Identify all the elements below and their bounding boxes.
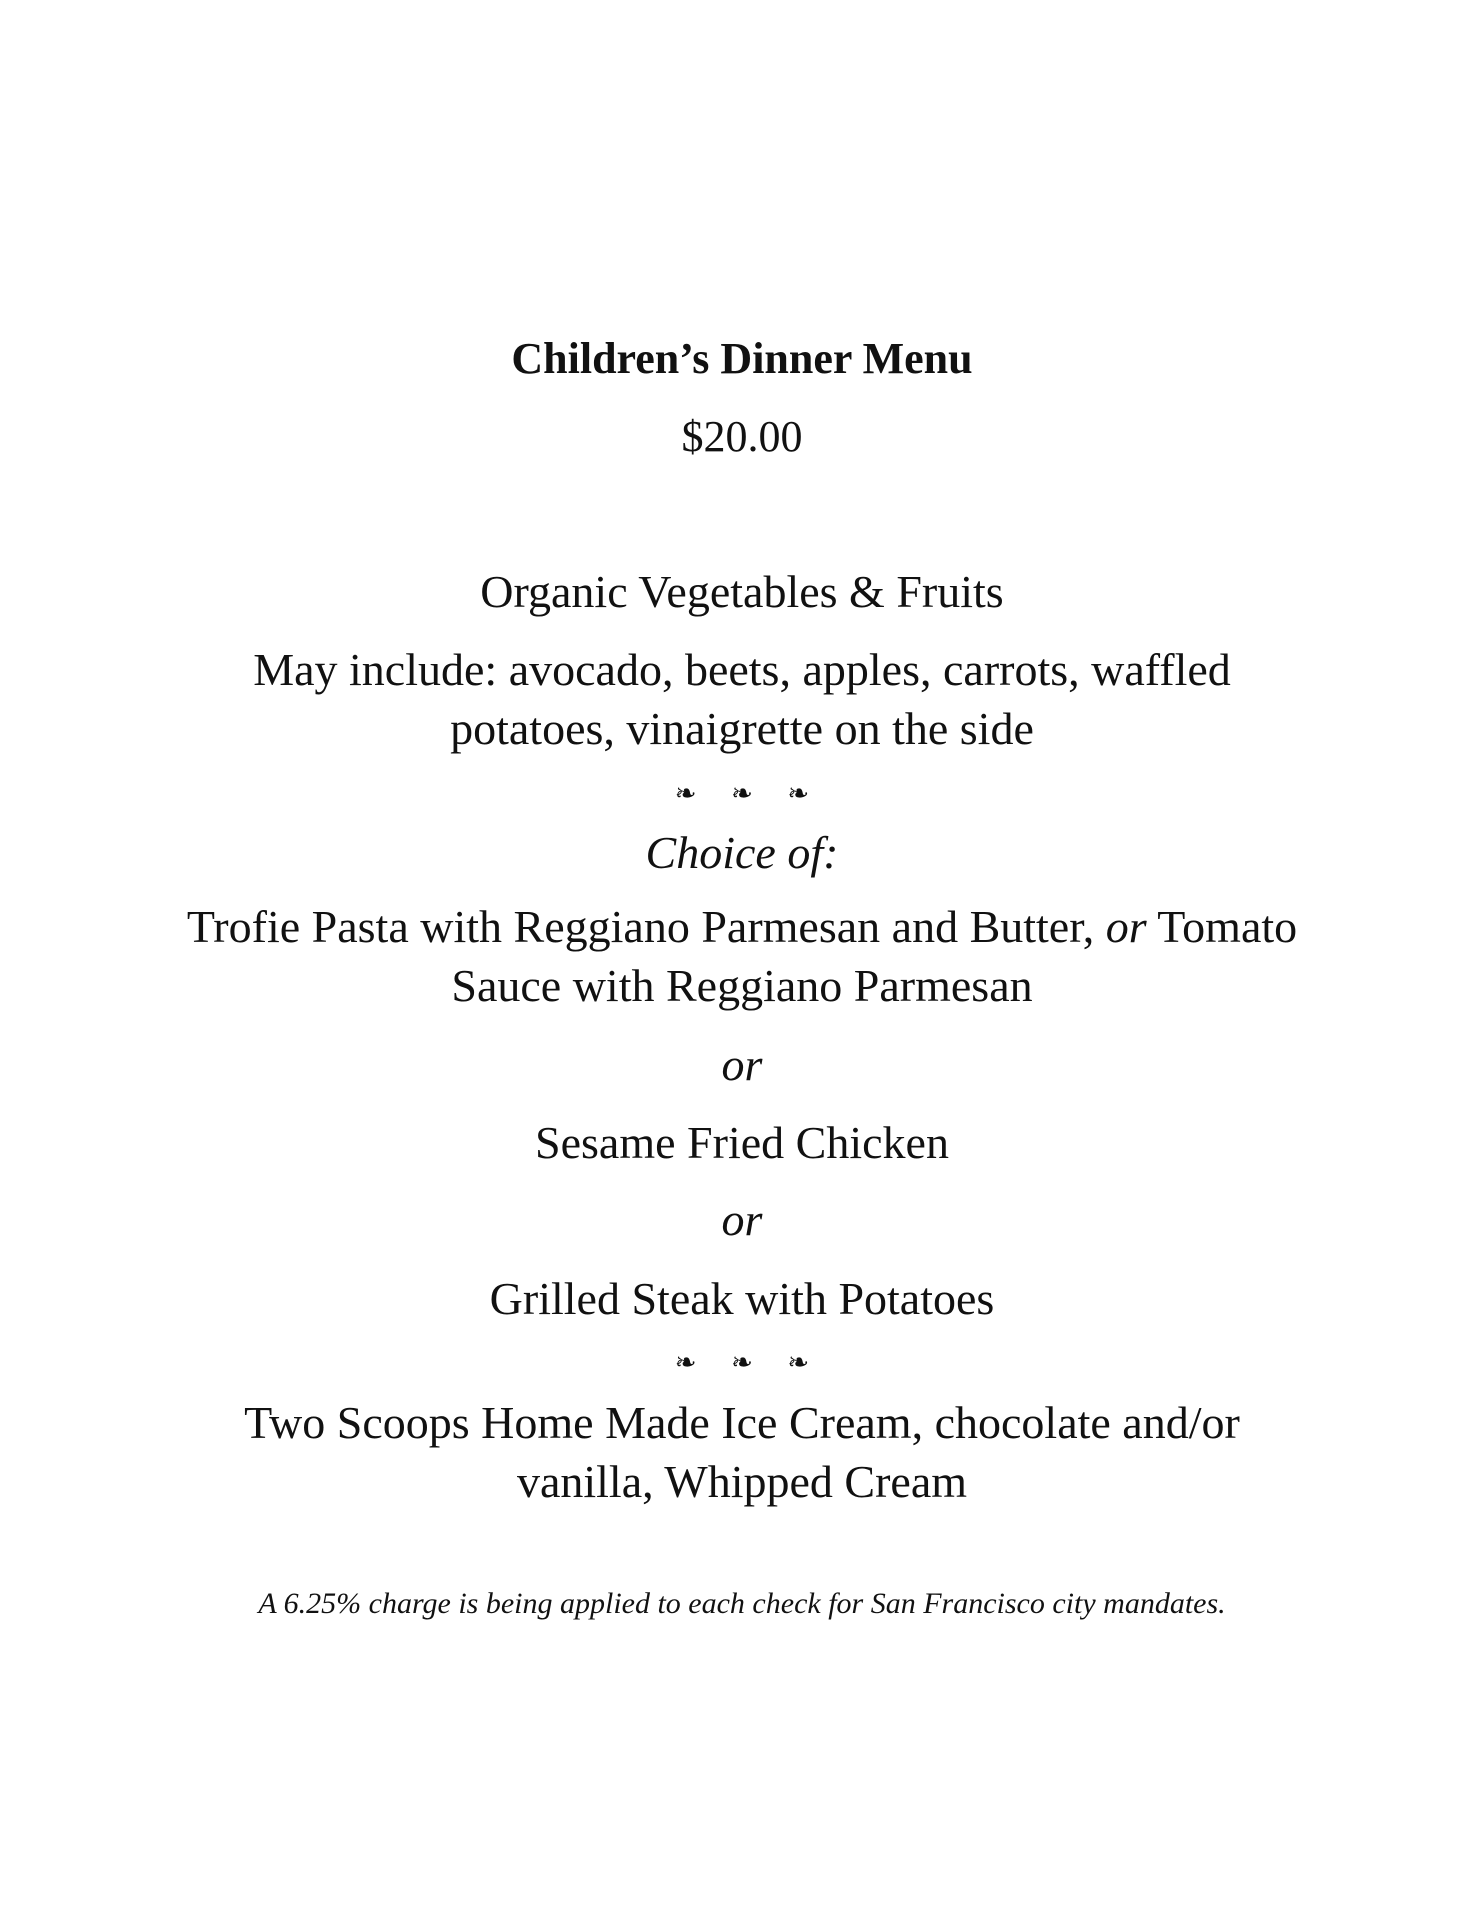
pasta-option-line-2: Sauce with Reggiano Parmesan (451, 960, 1033, 1011)
ornament-divider (120, 1343, 1364, 1383)
ornament-divider (120, 774, 1364, 814)
pasta-option-or: or (1105, 901, 1147, 952)
steak-option: Grilled Steak with Potatoes (489, 1273, 995, 1324)
pasta-option-text-b: Tomato (1146, 901, 1298, 952)
menu-title: Children’s Dinner Menu (511, 334, 973, 383)
fleuron-icon: ❧ (731, 779, 753, 808)
chicken-option: Sesame Fried Chicken (535, 1117, 949, 1168)
vegetables-heading: Organic Vegetables & Fruits (480, 566, 1004, 617)
dessert-line-1: Two Scoops Home Made Ice Cream, chocolate and/or (244, 1397, 1240, 1448)
dessert-line-2: vanilla, Whipped Cream (516, 1456, 968, 1507)
or-separator: or (721, 1039, 763, 1090)
pasta-option-line-1 (120, 898, 1364, 956)
fleuron-icon: ❧ (787, 779, 810, 808)
vegetables-description-line-1: May include: avocado, beets, apples, carrots, waffled (253, 644, 1231, 695)
pasta-option-text-a: Trofie Pasta with Reggiano Parmesan and Butter, (186, 901, 1106, 952)
fleuron-icon: ❧ (674, 1348, 697, 1377)
or-separator: or (721, 1194, 763, 1245)
fleuron-icon: ❧ (674, 779, 697, 808)
surcharge-footnote: A 6.25% charge is being applied to each check for San Francisco city mandates. (258, 1587, 1226, 1620)
menu-price: $20.00 (681, 412, 803, 461)
fleuron-icon: ❧ (731, 1348, 753, 1377)
fleuron-icon: ❧ (787, 1348, 810, 1377)
choice-label: Choice of: (645, 827, 839, 878)
vegetables-description-line-2: potatoes, vinaigrette on the side (450, 703, 1034, 754)
